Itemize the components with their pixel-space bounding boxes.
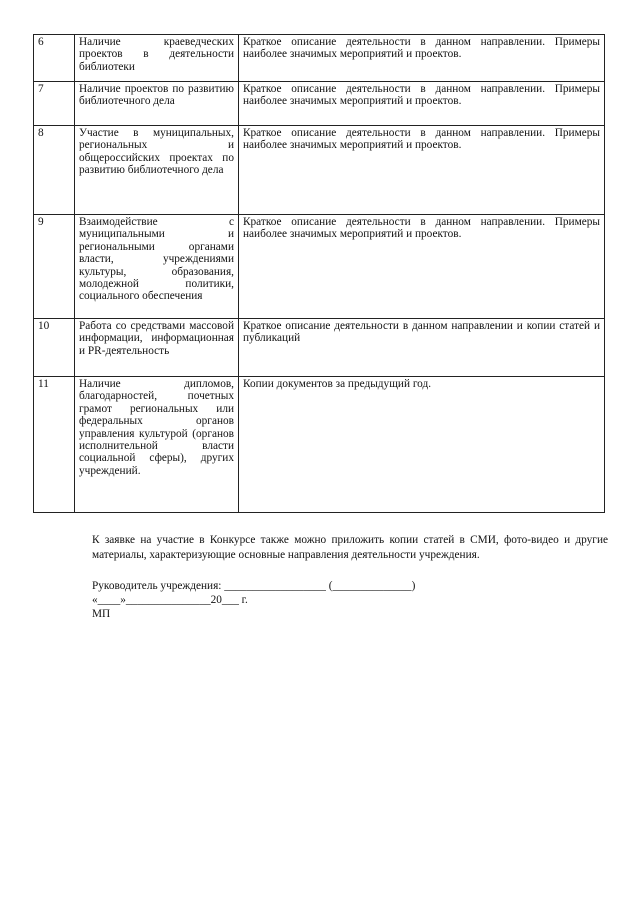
row-number: 6 (34, 35, 75, 82)
criterion-description: Краткое описание деятельности в данном направлении и копии статей и публикаций (239, 319, 605, 377)
head-signature-line: Руководитель учреждения: __________________ (______________) (92, 580, 416, 592)
row-number: 10 (34, 319, 75, 377)
row-number: 9 (34, 215, 75, 319)
date-line: «____»_______________20___ г. (92, 594, 248, 606)
stamp-label: МП (92, 608, 111, 620)
attachment-note: К заявке на участие в Конкурсе также можно приложить копии статей в СМИ, фото-видео и другие материалы, характеризующие основные направления деятельности учреждения. (92, 534, 608, 561)
criterion-name: Участие в муниципальных, региональных и общероссийских проектах по развитию библиотечного дела (75, 126, 239, 215)
criterion-name: Взаимодействие с муниципальными и региональными органами власти, учреждениями культуры, образования, молодежной политики, социального обеспечения (75, 215, 239, 319)
criterion-description: Краткое описание деятельности в данном направлении. Примеры наиболее значимых мероприятий и проектов. (239, 215, 605, 319)
criterion-description: Краткое описание деятельности в данном направлении. Примеры наиболее значимых мероприятий и проектов. (239, 126, 605, 215)
row-number: 7 (34, 82, 75, 126)
criterion-name: Наличие дипломов, благодарностей, почетных грамот региональных или федеральных органов управления культурой (органов исполнительной власти социальной сферы), других учреждений. (75, 377, 239, 513)
row-number: 8 (34, 126, 75, 215)
table-row (34, 126, 605, 215)
criterion-description: Краткое описание деятельности в данном направлении. Примеры наиболее значимых мероприятий и проектов. (239, 82, 605, 126)
table-row (34, 215, 605, 319)
table-row (34, 377, 605, 513)
table-row (34, 319, 605, 377)
criterion-name: Наличие краеведческих проектов в деятельности библиотеки (75, 35, 239, 82)
criterion-name: Наличие проектов по развитию библиотечного дела (75, 82, 239, 126)
table-row (34, 35, 605, 82)
criteria-table (33, 34, 605, 513)
row-number: 11 (34, 377, 75, 513)
criterion-description: Копии документов за предыдущий год. (239, 377, 605, 513)
criterion-name: Работа со средствами массовой информации, информационная и PR-деятельность (75, 319, 239, 377)
table-row (34, 82, 605, 126)
criterion-description: Краткое описание деятельности в данном направлении. Примеры наиболее значимых мероприятий и проектов. (239, 35, 605, 82)
